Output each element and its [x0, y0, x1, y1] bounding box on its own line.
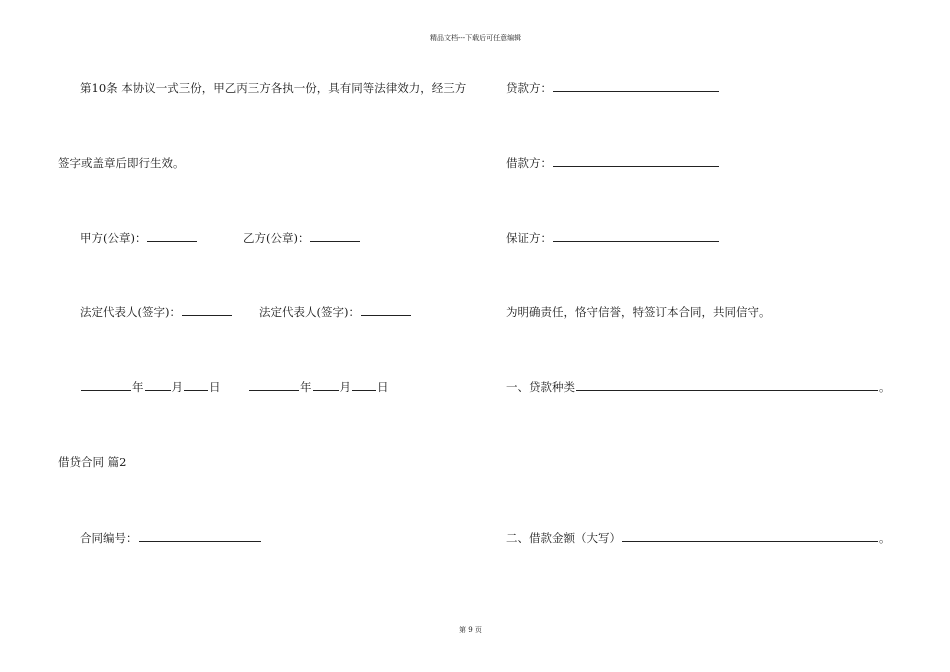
month-blank-b [313, 380, 339, 391]
borrower-line [506, 156, 720, 170]
guarantor-line [506, 231, 720, 245]
day-label-b: 日 [377, 380, 389, 394]
party-a-seal-blank [147, 231, 197, 242]
day-blank-b [352, 380, 376, 391]
day-blank-a [184, 380, 208, 391]
borrower-blank [553, 156, 719, 167]
month-label-a: 月 [171, 380, 183, 394]
year-label-a: 年 [132, 380, 144, 394]
day-label-a: 日 [209, 380, 221, 394]
loan-type-line [506, 380, 891, 394]
loan-amount-blank [622, 531, 878, 542]
article-10-line-2: 签字或盖章后即行生效。 [58, 156, 185, 170]
legal-rep-a-label: 法定代表人(签字)： [80, 305, 181, 319]
page-footer: 第 9 页 [459, 626, 482, 634]
guarantor-label: 保证方： [506, 231, 552, 245]
contract-number-label: 合同编号： [80, 531, 138, 545]
party-a-seal-line [80, 231, 198, 245]
loan-type-blank [576, 380, 878, 391]
article-10-line-1: 第10条 本协议一式三份，甲乙丙三方各执一份，具有同等法律效力，经三方 [80, 81, 467, 95]
month-label-b: 月 [339, 380, 351, 394]
party-b-seal-label: 乙方(公章)： [243, 231, 310, 245]
guarantor-blank [553, 231, 719, 242]
loan-type-label: 一、贷款种类 [506, 380, 575, 394]
lender-line [506, 81, 720, 95]
loan-amount-period: 。 [879, 531, 891, 545]
intro-statement: 为明确责任，恪守信誉，特签订本合同，共同信守。 [506, 305, 771, 319]
loan-amount-label: 二、借款金额（大写） [506, 531, 621, 545]
legal-rep-b-blank [361, 305, 411, 316]
legal-rep-b-line [259, 305, 412, 319]
party-a-seal-label: 甲方(公章)： [80, 231, 147, 245]
party-b-seal-blank [310, 231, 360, 242]
legal-rep-a-blank [182, 305, 232, 316]
legal-rep-a-line [80, 305, 233, 319]
lender-blank [553, 81, 719, 92]
legal-rep-b-label: 法定代表人(签字)： [259, 305, 360, 319]
contract-number-line [80, 531, 262, 545]
date-line-a [80, 380, 221, 394]
loan-type-period: 。 [879, 380, 891, 394]
party-b-seal-line [243, 231, 361, 245]
contract-number-blank [139, 531, 261, 542]
year-blank-a [81, 380, 131, 391]
year-blank-b [249, 380, 299, 391]
year-label-b: 年 [300, 380, 312, 394]
loan-amount-line [506, 531, 891, 545]
month-blank-a [145, 380, 171, 391]
lender-label: 贷款方： [506, 81, 552, 95]
section-title: 借贷合同 篇2 [58, 455, 127, 469]
borrower-label: 借款方： [506, 156, 552, 170]
date-line-b [248, 380, 389, 394]
page-header: 精品文档---下载后可任意编辑 [430, 34, 522, 42]
